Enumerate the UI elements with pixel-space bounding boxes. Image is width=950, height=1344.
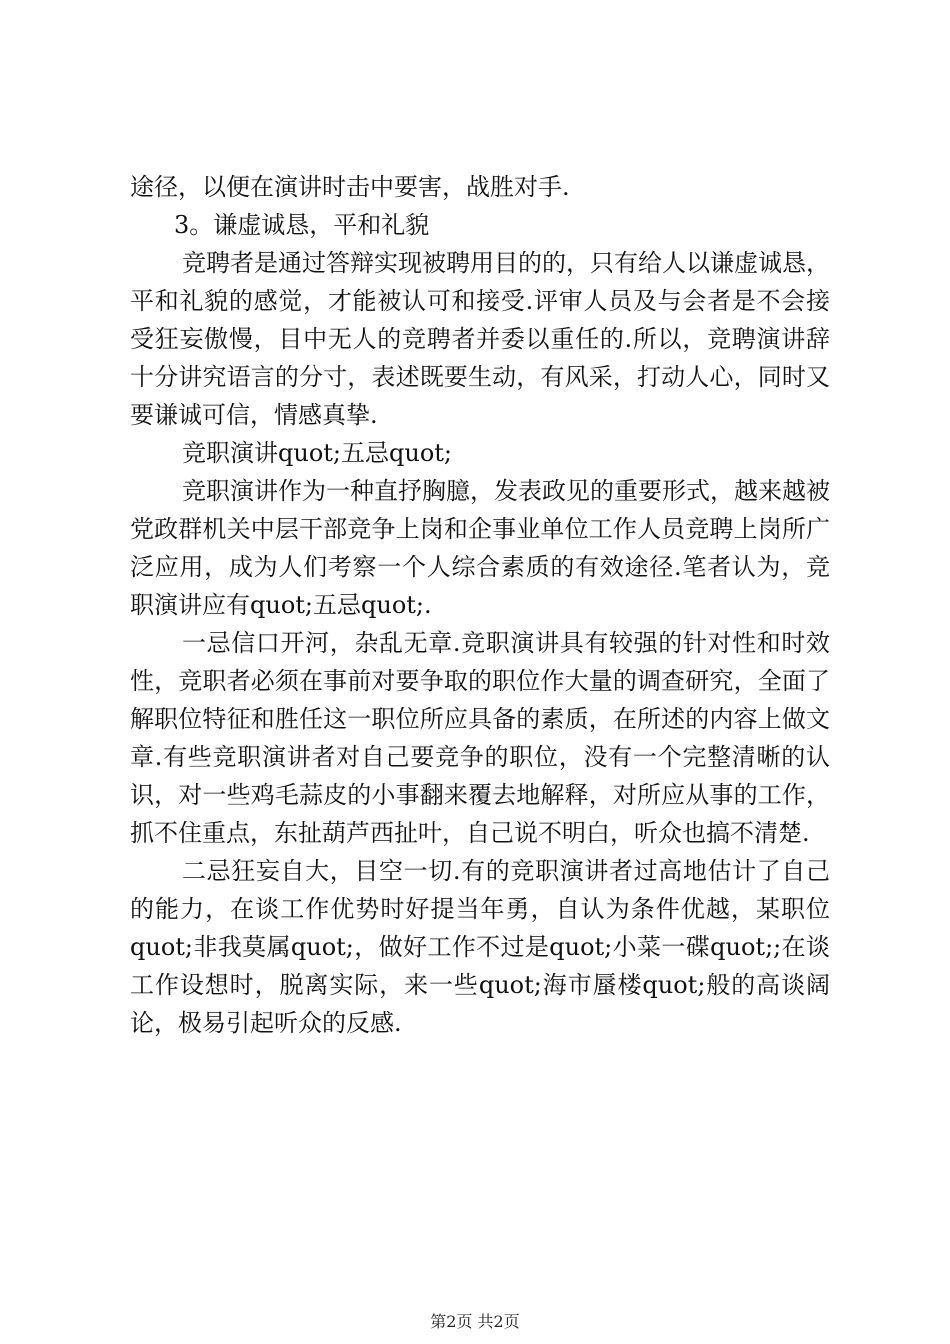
paragraph-taboo-one: 一忌信口开河，杂乱无章.竞职演讲具有较强的针对性和时效性，竞职者必须在事前对要争取的职位作大量的调查研究，全面了解职位特征和胜任这一职位所应具备的素质，在所述的内容上做文章.有些竞职演讲者对自己要竞争的职位，没有一个完整清晰的认识，对一些鸡毛蒜皮的小事翻来覆去地解释，对所应从事的工作，抓不住重点，东扯葫芦西扯叶，自己说不明白，听众也搞不清楚.	[130, 629, 830, 847]
document-body	[130, 168, 830, 1042]
paragraph-taboo-two: 二忌狂妄自大，目空一切.有的竞职演讲者过高地估计了自己的能力，在谈工作优势时好提当年勇，自认为条件优越，某职位quot;非我莫属quot;，做好工作不过是quot;小菜一碟quot;;在谈工作设想时，脱离实际，来一些quot;海市蜃楼quot;般的高谈阔论，极易引起听众的反感.	[130, 857, 830, 1037]
section-heading-humble: 3。谦虚诚恳，平和礼貌	[174, 211, 430, 239]
page-number-footer: 第2页 共2页	[430, 1312, 520, 1331]
section-heading-five-taboos: 竞职演讲quot;五忌quot;	[182, 439, 452, 467]
paragraph-five-taboos-intro: 竞职演讲作为一种直抒胸臆，发表政见的重要形式，越来越被党政群机关中层干部竞争上岗和企事业单位工作人员竞聘上岗所广泛应用，成为人们考察一个人综合素质的有效途径.笔者认为，竞职演讲应有quot;五忌quot;.	[130, 477, 830, 619]
paragraph-continuation: 途径，以便在演讲时击中要害，战胜对手.	[130, 173, 570, 201]
paragraph-humble-body: 竞聘者是通过答辩实现被聘用目的的，只有给人以谦虚诚恳，平和礼貌的感觉，才能被认可和接受.评审人员及与会者是不会接受狂妄傲慢，目中无人的竞聘者并委以重任的.所以，竞聘演讲辞十分讲究语言的分寸，表述既要生动，有风采，打动人心，同时又要谦诚可信，情感真挚.	[130, 249, 830, 429]
